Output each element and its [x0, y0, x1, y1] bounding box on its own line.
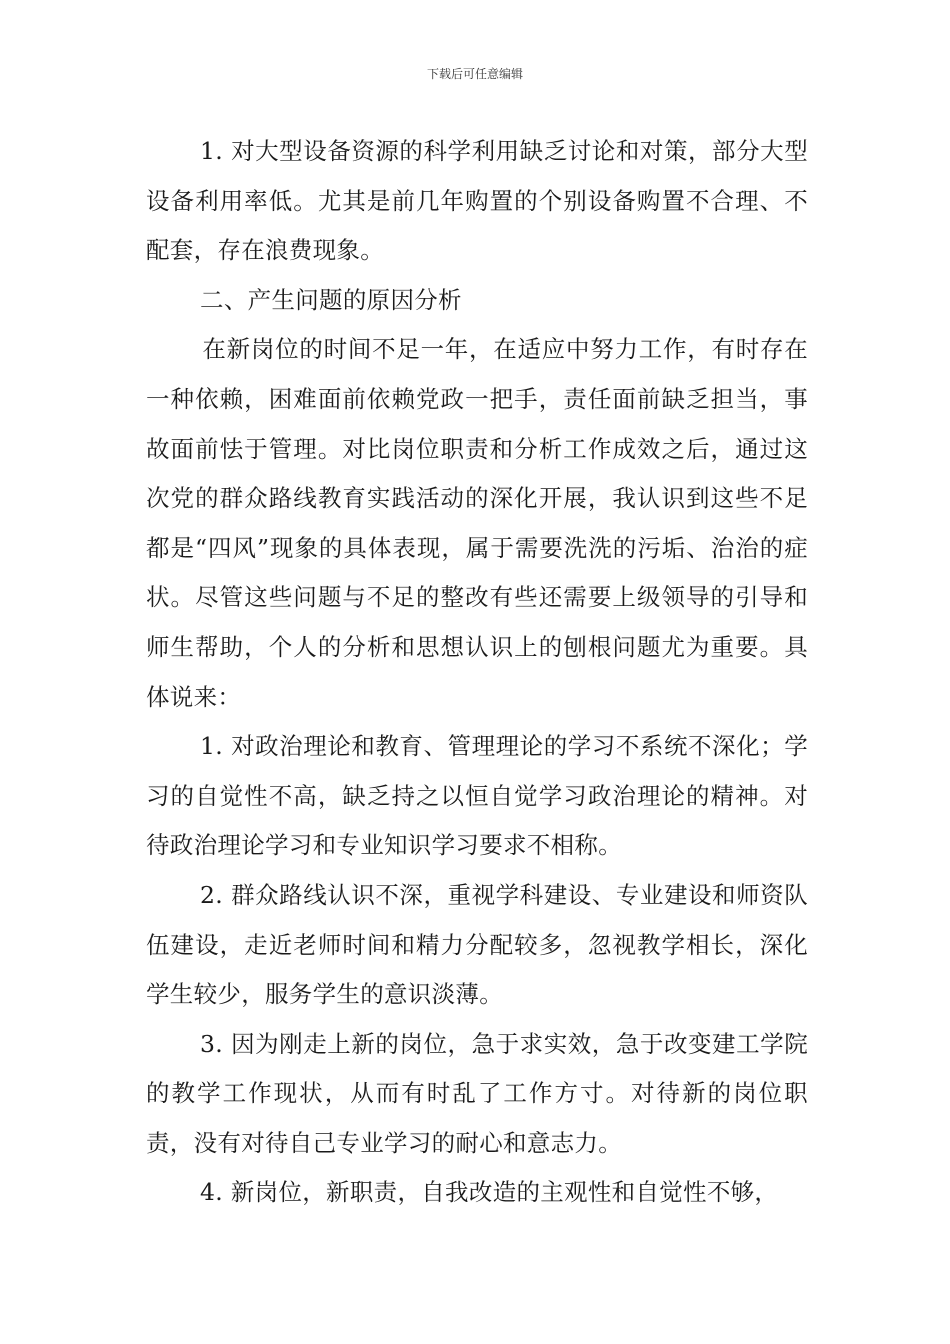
section-heading-cause-analysis: 二、产生问题的原因分析 [200, 285, 462, 314]
paragraph-equipment-issue: 1. 对大型设备资源的科学利用缺乏讨论和对策，部分大型设备利用率低。尤其是前几年购置的个别设备购置不合理、不配套，存在浪费现象。 [146, 137, 808, 265]
paragraph-point-4: 4. 新岗位，新职责，自我改造的主观性和自觉性不够， [200, 1178, 779, 1207]
document-body [146, 127, 808, 1218]
page-header: 下载后可任意编辑 [426, 67, 523, 81]
paragraph-point-2: 2. 群众路线认识不深，重视学科建设、专业建设和师资队伍建设，走近老师时间和精力分配较多，忽视教学相长，深化学生较少，服务学生的意识淡薄。 [146, 880, 808, 1009]
paragraph-point-1: 1. 对政治理论和教育、管理理论的学习不系统不深化；学习的自觉性不高，缺乏持之以恒自觉学习政治理论的精神。对待政治理论学习和专业知识学习要求不相称。 [146, 732, 808, 860]
paragraph-new-position: 在新岗位的时间不足一年，在适应中努力工作，有时存在一种依赖，困难面前依赖党政一把手，责任面前缺乏担当，事故面前怯于管理。对比岗位职责和分析工作成效之后，通过这次党的群众路线教育实践活动的深化开展，我认识到这些不足都是“四风”现象的具体表现，属于需要洗洗的污垢、治治的症状。尽管这些问题与不足的整改有些还需要上级领导的引导和师生帮助，个人的分析和思想认识上的刨根问题尤为重要。具体说来： [146, 335, 808, 711]
paragraph-point-3: 3. 因为刚走上新的岗位，急于求实效，急于改变建工学院的教学工作现状，从而有时乱了工作方寸。对待新的岗位职责，没有对待自己专业学习的耐心和意志力。 [146, 1029, 808, 1157]
